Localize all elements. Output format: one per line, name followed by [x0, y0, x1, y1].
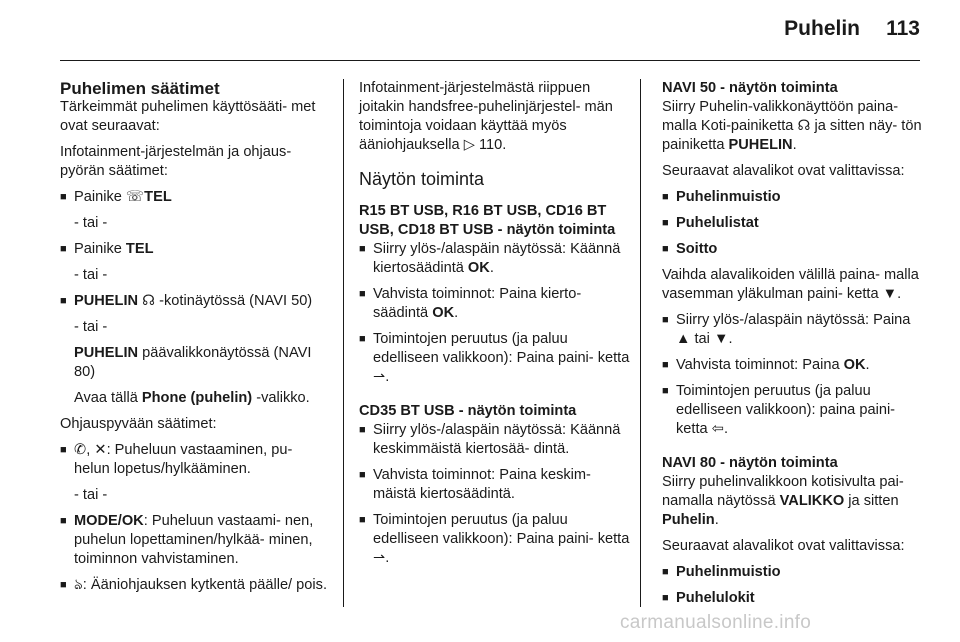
control-list — [60, 188, 332, 408]
list-item: ■ Puhelinmuistio — [662, 188, 926, 207]
back-icon: ⇀ — [373, 550, 386, 566]
back-icon: ⇀ — [373, 369, 386, 385]
column-2 — [359, 79, 631, 575]
list-item: ■ MODE/OK: Puheluun vastaami- nen, puhelun lopettaminen/hylkää- minen, toiminnon vahvistaminen. — [60, 512, 332, 569]
steering-text: Ohjauspyvään säätimet: — [60, 416, 217, 432]
list-item: ■ Siirry ylös-/alaspäin näytössä: Käännä keskimmäistä kiertosää- dintä. — [359, 421, 631, 459]
subsection-heading: CD35 BT USB - näytön toiminta — [359, 403, 577, 419]
header-rule — [60, 60, 920, 61]
list-item: ■ Toimintojen peruutus (ja paluu edelliseen valikkoon): Paina paini- ketta ⇀. — [359, 330, 631, 387]
list-item: ■ ✆, ✕: Puheluun vastaaminen, pu- helun lopetus/hylkääminen. — [60, 441, 332, 479]
submenu-text: Seuraavat alavalikot ovat valittavissa: — [662, 538, 905, 554]
r15-list — [359, 240, 631, 387]
submenu-list — [662, 188, 926, 259]
reference-arrow-icon: ▷ — [463, 137, 475, 153]
subsection-heading: NAVI 80 - näytön toiminta — [662, 455, 838, 471]
list-item-continuation: Avaa tällä Phone (puhelin) -valikko. — [74, 390, 310, 406]
subsection-heading: NAVI 50 - näytön toiminta — [662, 80, 838, 96]
phone-icon: ☏ — [125, 189, 145, 205]
list-item: ■ Siirry ylös-/alaspäin näytössä: Käännä kiertosäädintä OK. — [359, 240, 631, 278]
list-item: ■ Soitto — [662, 240, 926, 259]
list-item: ■ Vahvista toiminnot: Paina keskim- mäistä kiertosäädintä. — [359, 466, 631, 504]
intro-text-2: Infotainment-järjestelmän ja ohjaus- pyörän säätimet: — [60, 144, 292, 179]
answer-call-icon: ✆ — [74, 442, 87, 458]
list-item: ■ Toimintojen peruutus (ja paluu edelliseen valikkoon): Paina paini- ketta ⇀. — [359, 511, 631, 568]
intro-text: Tärkeimmät puhelimen käyttösääti- met ovat seuraavat: — [60, 99, 316, 134]
or-text: - tai - — [74, 319, 108, 335]
section-title: Puhelimen säätimet — [60, 79, 220, 98]
page-header — [0, 0, 960, 60]
or-text: - tai - — [74, 267, 108, 283]
end-call-icon: ✕ — [94, 442, 107, 458]
list-item: ■ Painike TEL — [60, 240, 332, 259]
list-item-continuation: PUHELIN päävalikkonäytössä (NAVI 80) — [74, 345, 312, 380]
navi80-text: Siirry puhelinvalikkoon kotisivulta pai- namalla näytössä VALIKKO ja sitten Puhelin. — [662, 474, 904, 528]
home-icon: ☊ — [797, 118, 811, 134]
subsection-heading: R15 BT USB, R16 BT USB, CD16 BT USB, CD18 BT USB - näytön toiminta — [359, 203, 616, 238]
or-text: - tai - — [74, 215, 108, 231]
home-icon: ☊ — [142, 293, 156, 309]
column-3 — [662, 79, 926, 615]
intro-text: Infotainment-järjestelmästä riippuen joitakin handsfree-puhelinjärjestel- män toimintoja voidaan käyttää myös ääniohjauksella ▷ 110. — [359, 80, 613, 153]
list-item: ■ ঌ: Ääniohjauksen kytkentä päälle/ pois. — [60, 576, 332, 595]
page-number: 113 — [886, 17, 920, 40]
up-arrow-icon: ▲ — [676, 331, 691, 347]
steering-list — [60, 441, 332, 595]
navi50-list — [662, 311, 926, 439]
list-item: ■ Puhelulokit — [662, 589, 926, 608]
column-divider — [640, 79, 641, 607]
list-item: ■ Vahvista toiminnot: Paina kierto- säädintä OK. — [359, 285, 631, 323]
column-divider — [343, 79, 344, 607]
down-arrow-icon: ▼ — [713, 331, 729, 347]
switch-text: Vaihda alavalikoiden välillä paina- malla vasemman yläkulman paini- ketta ▼. — [662, 267, 919, 302]
column-1 — [60, 79, 332, 602]
header-title: Puhelin — [784, 17, 860, 40]
or-text: - tai - — [74, 487, 108, 503]
list-item: ■ Vahvista toiminnot: Paina OK. — [662, 356, 926, 375]
section-heading: Näytön toiminta — [359, 169, 485, 189]
down-arrow-icon: ▼ — [882, 286, 898, 302]
voice-icon: ঌ — [74, 577, 83, 593]
watermark: carmanualsonline.info — [620, 612, 812, 633]
cd35-list — [359, 421, 631, 568]
list-item: ■ Puhelinmuistio — [662, 563, 926, 582]
navi50-text: Siirry Puhelin-valikkonäyttöön paina- malla Koti-painiketta ☊ ja sitten näy- tön painiketta PUHELIN. — [662, 99, 922, 153]
list-item: ■ Toimintojen peruutus (ja paluu edelliseen valikkoon): paina paini- ketta ⇦. — [662, 382, 926, 439]
list-item: ■ Puhelulistat — [662, 214, 926, 233]
back-arrow-icon: ⇦ — [711, 421, 724, 437]
navi80-list — [662, 563, 926, 608]
list-item: ■ Painike ☏TEL — [60, 188, 332, 207]
list-item: ■ Siirry ylös-/alaspäin näytössä: Paina ▲ tai ▼. — [662, 311, 926, 349]
list-item: ■ PUHELIN ☊ -kotinäytössä (NAVI 50) — [60, 292, 332, 311]
submenu-text: Seuraavat alavalikot ovat valittavissa: — [662, 163, 905, 179]
